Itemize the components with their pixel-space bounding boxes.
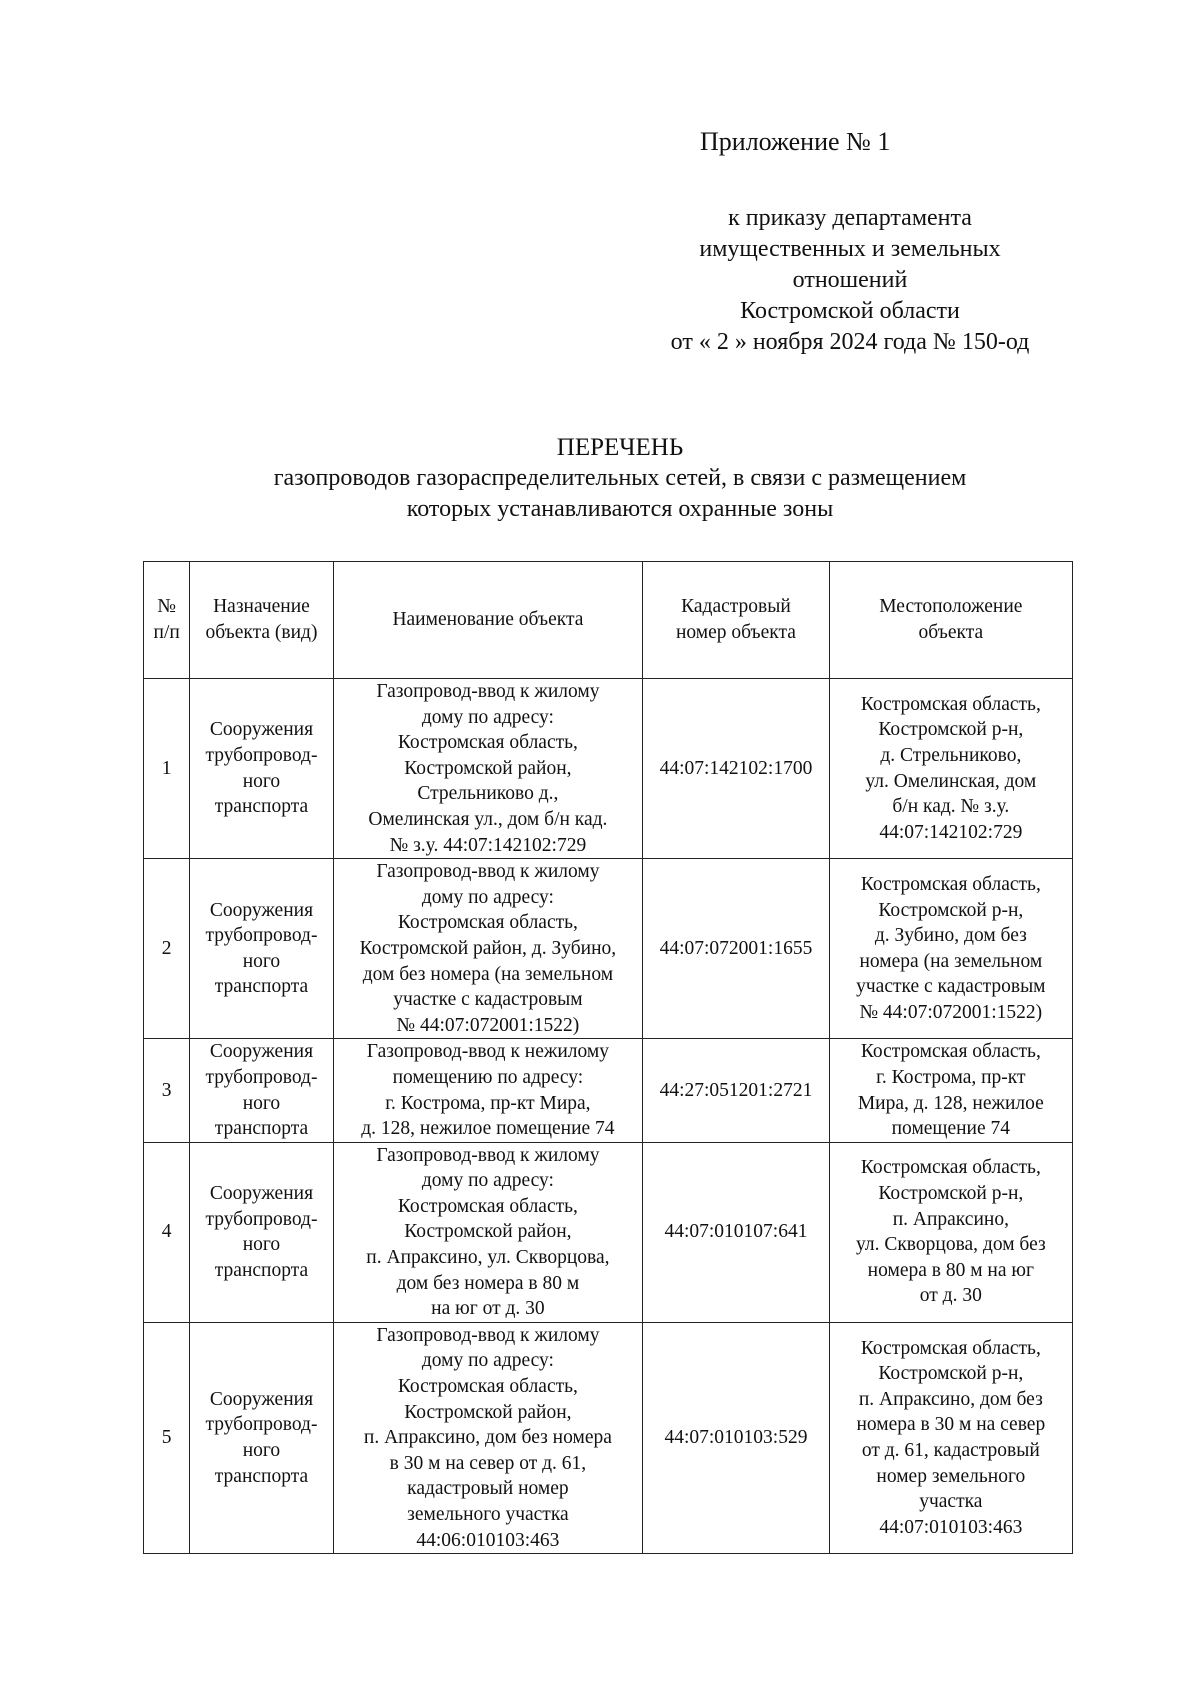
object-name-line: 44:06:010103:463 <box>416 1529 560 1551</box>
row-location-cell <box>829 859 1072 1039</box>
location-line: ул. Скворцова, дом без <box>855 1234 1046 1256</box>
object-name-line: дом без номера в 80 м <box>396 1272 580 1294</box>
object-name-line: дому по адресу: <box>421 886 554 908</box>
purpose-line: трубопровод- <box>205 1414 318 1436</box>
purpose-line: ного <box>242 950 281 972</box>
location-line: Костромской р-н, <box>878 719 1024 741</box>
location-line: 44:07:142102:729 <box>879 821 1023 843</box>
object-name-line: № 44:07:072001:1522) <box>396 1014 580 1036</box>
purpose-line: Сооружения <box>209 899 314 921</box>
row-cadastral-cell: 44:27:051201:2721 <box>643 1039 829 1142</box>
row-number-cell: 4 <box>144 1142 190 1322</box>
location-line: Костромская область, <box>860 1157 1041 1179</box>
location-line: Костромской р-н, <box>878 1363 1024 1385</box>
row-cadastral-cell: 44:07:010103:529 <box>643 1322 829 1553</box>
purpose-line: Сооружения <box>209 1041 314 1063</box>
object-name-line: д. 128, нежилое помещение 74 <box>361 1118 615 1140</box>
row-number-cell: 5 <box>144 1322 190 1553</box>
purpose-line: транспорта <box>214 796 309 818</box>
document-subtitle-line: которых устанавливаются охранные зоны <box>406 496 834 522</box>
purpose-line: ного <box>242 770 281 792</box>
row-object-name-cell <box>333 859 643 1039</box>
row-cadastral-cell: 44:07:072001:1655 <box>643 859 829 1039</box>
appendix-reference <box>620 203 1080 358</box>
location-line: помещение 74 <box>891 1118 1011 1140</box>
location-line: п. Апраксино, <box>892 1208 1009 1230</box>
object-name-line: Газопровод-ввод к нежилому <box>366 1041 610 1063</box>
location-line: б/н кад. № з.у. <box>892 796 1010 818</box>
header-location <box>829 562 1072 679</box>
header-line: Наименование объекта <box>392 609 584 631</box>
appendix-line: к приказу департамента <box>728 205 972 231</box>
purpose-line: Сооружения <box>209 719 314 741</box>
document-subtitle-line: газопроводов газораспределительных сетей, в связи с размещением <box>273 465 967 491</box>
object-name-line: Газопровод-ввод к жилому <box>376 681 600 702</box>
table-body <box>144 679 1073 1554</box>
object-name-line: в 30 м на север от д. 61, <box>389 1452 587 1474</box>
object-name-line: дому по адресу: <box>421 706 554 728</box>
purpose-line: транспорта <box>214 1118 309 1140</box>
table-row <box>144 1322 1073 1553</box>
location-line: номер земельного <box>876 1465 1026 1487</box>
row-location-cell <box>829 1039 1072 1142</box>
object-name-line: Газопровод-ввод к жилому <box>376 861 600 883</box>
appendix-line: имущественных и земельных <box>699 236 1001 262</box>
purpose-line: ного <box>242 1092 281 1114</box>
row-purpose-cell <box>190 679 333 859</box>
object-name-line: Костромская область, <box>397 912 578 934</box>
object-name-line: Костромской район, д. Зубино, <box>359 937 617 959</box>
location-line: Костромская область, <box>860 1041 1041 1063</box>
location-line: г. Кострома, пр-кт <box>876 1066 1026 1088</box>
object-name-line: кадастровый номер <box>407 1478 569 1500</box>
row-location-cell <box>829 1322 1072 1553</box>
row-location-cell <box>829 679 1072 859</box>
table-row <box>144 679 1073 859</box>
purpose-line: транспорта <box>214 1259 309 1281</box>
location-line: Костромская область, <box>860 1337 1041 1359</box>
row-cadastral-cell: 44:07:142102:1700 <box>643 679 829 859</box>
header-cadastral-number <box>643 562 829 679</box>
object-name-line: участке с кадастровым <box>393 989 583 1011</box>
object-name-line: № з.у. 44:07:142102:729 <box>389 834 587 856</box>
object-name-line: Газопровод-ввод к жилому <box>376 1324 600 1346</box>
table-row <box>144 1142 1073 1322</box>
header-line: Назначение <box>213 596 310 618</box>
header-purpose <box>190 562 333 679</box>
purpose-line: транспорта <box>214 1465 309 1487</box>
location-line: участка <box>919 1491 983 1513</box>
header-line: объекта <box>918 622 984 643</box>
purpose-line: трубопровод- <box>205 925 318 947</box>
location-line: д. Зубино, дом без <box>874 925 1027 947</box>
object-name-line: Стрельниково д., <box>417 783 559 805</box>
purpose-line: трубопровод- <box>205 1208 318 1230</box>
header-line: номер объекта <box>675 622 796 643</box>
object-name-line: Костромской район, <box>404 757 572 779</box>
purpose-line: трубопровод- <box>205 744 318 766</box>
location-line: Костромской р-н, <box>878 1183 1024 1205</box>
appendix-line: отношений <box>792 267 908 293</box>
table-row <box>144 1039 1073 1142</box>
purpose-line: Сооружения <box>209 1388 314 1410</box>
location-line: № 44:07:072001:1522) <box>859 1001 1043 1023</box>
purpose-line: Сооружения <box>209 1183 314 1205</box>
object-name-line: Омелинская ул., дом б/н кад. <box>368 808 608 830</box>
location-line: номера в 80 м на юг <box>867 1259 1034 1281</box>
purpose-line: ного <box>242 1440 281 1462</box>
object-name-line: Костромской район, <box>404 1221 572 1243</box>
row-number-cell: 1 <box>144 679 190 859</box>
object-name-line: Костромская область, <box>397 732 578 754</box>
header-line: Местоположение <box>879 596 1023 618</box>
header-line: объекта (вид) <box>205 622 318 643</box>
location-line: от д. 61, кадастровый <box>861 1440 1040 1462</box>
location-line: ул. Омелинская, дом <box>865 770 1037 792</box>
object-name-line: п. Апраксино, ул. Скворцова, <box>366 1247 610 1269</box>
row-purpose-cell <box>190 1039 333 1142</box>
location-line: участке с кадастровым <box>856 976 1046 998</box>
row-object-name-cell <box>333 1142 643 1322</box>
purpose-line: транспорта <box>214 976 309 998</box>
row-number-cell: 2 <box>144 859 190 1039</box>
object-name-line: помещению по адресу: <box>392 1066 584 1088</box>
header-line: Кадастровый <box>681 596 791 618</box>
object-name-line: п. Апраксино, дом без номера <box>363 1427 612 1449</box>
document-title: ПЕРЕЧЕНЬ <box>556 434 684 461</box>
location-line: д. Стрельниково, <box>880 744 1022 766</box>
document-heading <box>140 432 1100 525</box>
location-line: Костромская область, <box>860 873 1041 895</box>
row-purpose-cell <box>190 859 333 1039</box>
purpose-line: ного <box>242 1234 281 1256</box>
pipelines-table <box>143 561 1073 1554</box>
object-name-line: дому по адресу: <box>421 1350 554 1372</box>
row-cadastral-cell: 44:07:010107:641 <box>643 1142 829 1322</box>
purpose-line: трубопровод- <box>205 1066 318 1088</box>
object-name-line: г. Кострома, пр-кт Мира, <box>385 1092 591 1114</box>
location-line: п. Апраксино, дом без <box>858 1388 1043 1410</box>
object-name-line: Костромской район, <box>404 1401 572 1423</box>
location-line: 44:07:010103:463 <box>879 1516 1023 1538</box>
header-number <box>144 562 190 679</box>
object-name-line: Костромская область, <box>397 1376 578 1398</box>
row-location-cell <box>829 1142 1072 1322</box>
object-name-line: на юг от д. 30 <box>431 1298 545 1320</box>
table-row <box>144 859 1073 1039</box>
row-purpose-cell <box>190 1322 333 1553</box>
row-purpose-cell <box>190 1142 333 1322</box>
appendix-line: от « 2 » ноября 2024 года № 150-од <box>670 329 1030 355</box>
header-line: п/п <box>153 622 180 643</box>
row-number-cell: 3 <box>144 1039 190 1142</box>
location-line: номера (на земельном <box>859 950 1043 972</box>
header-line: № <box>157 596 176 618</box>
object-name-line: земельного участка <box>407 1504 569 1525</box>
appendix-line: Костромской области <box>740 298 960 324</box>
location-line: Костромской р-н, <box>878 899 1024 921</box>
object-name-line: дом без номера (на земельном <box>362 963 614 985</box>
header-object-name <box>333 562 643 679</box>
row-object-name-cell <box>333 1322 643 1553</box>
object-name-line: Газопровод-ввод к жилому <box>376 1144 600 1166</box>
object-name-line: дому по адресу: <box>421 1170 554 1192</box>
appendix-number: Приложение № 1 <box>700 127 891 156</box>
object-name-line: Костромская область, <box>397 1195 578 1217</box>
location-line: номера в 30 м на север <box>856 1414 1046 1436</box>
location-line: Костромская область, <box>860 693 1041 715</box>
row-object-name-cell <box>333 679 643 859</box>
table-header-row <box>144 562 1073 679</box>
location-line: Мира, д. 128, нежилое <box>857 1092 1044 1114</box>
location-line: от д. 30 <box>919 1285 982 1307</box>
row-object-name-cell <box>333 1039 643 1142</box>
